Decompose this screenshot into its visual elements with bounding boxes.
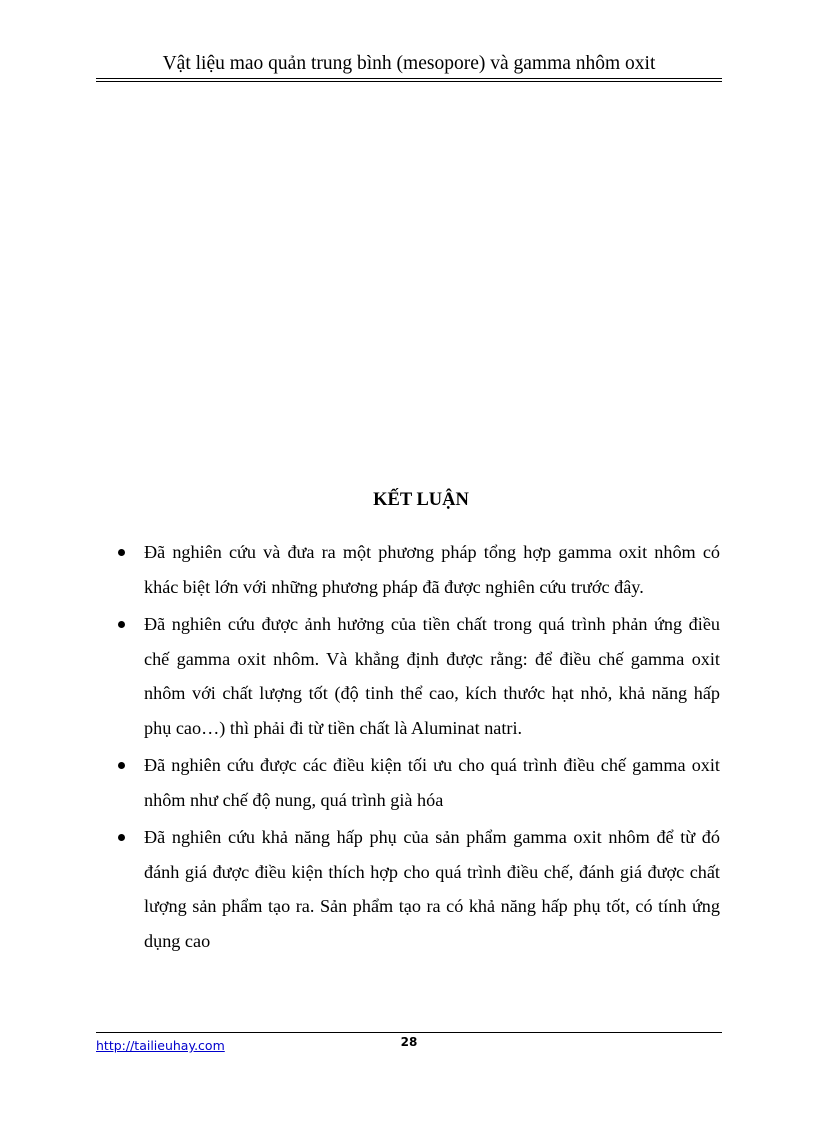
header-rule xyxy=(96,78,722,79)
list-item xyxy=(118,535,720,604)
section-title: KẾT LUẬN xyxy=(373,490,469,510)
bullet-icon xyxy=(118,549,125,556)
conclusion-list xyxy=(118,535,720,961)
list-item-text: Đã nghiên cứu khả năng hấp phụ của sản phẩm gamma oxit nhôm để từ đó đánh giá được điều kiện thích hợp cho quá trình điều chế, đánh giá được chất lượng sản phẩm tạo ra. Sản phẩm tạo ra có khả năng hấp phụ tốt, có tính ứng dụng cao xyxy=(144,827,720,951)
list-item xyxy=(118,748,720,817)
footer-link[interactable]: http://tailieuhay.com xyxy=(96,1038,225,1053)
bullet-icon xyxy=(118,834,125,841)
bullet-icon xyxy=(118,762,125,769)
list-item xyxy=(118,820,720,958)
bullet-icon xyxy=(118,621,125,628)
list-item xyxy=(118,607,720,745)
list-item-text: Đã nghiên cứu được các điều kiện tối ưu cho quá trình điều chế gamma oxit nhôm như chế độ nung, quá trình già hóa xyxy=(144,755,720,810)
header-rule-double xyxy=(96,81,722,82)
footer-rule xyxy=(96,1032,722,1033)
page-number: 28 xyxy=(400,1035,418,1049)
page-header-title: Vật liệu mao quản trung bình (mesopore) và gamma nhôm oxit xyxy=(162,53,656,74)
list-item-text: Đã nghiên cứu được ảnh hưởng của tiền chất trong quá trình phản ứng điều chế gamma oxit nhôm. Và khẳng định được rằng: để điều chế gamma oxit nhôm với chất lượng tốt (độ tinh thể cao, kích thước hạt nhỏ, khả năng hấp phụ cao…) thì phải đi từ tiền chất là Aluminat natri. xyxy=(144,614,720,738)
list-item-text: Đã nghiên cứu và đưa ra một phương pháp tổng hợp gamma oxit nhôm có khác biệt lớn với những phương pháp đã được nghiên cứu trước đây. xyxy=(144,542,720,597)
